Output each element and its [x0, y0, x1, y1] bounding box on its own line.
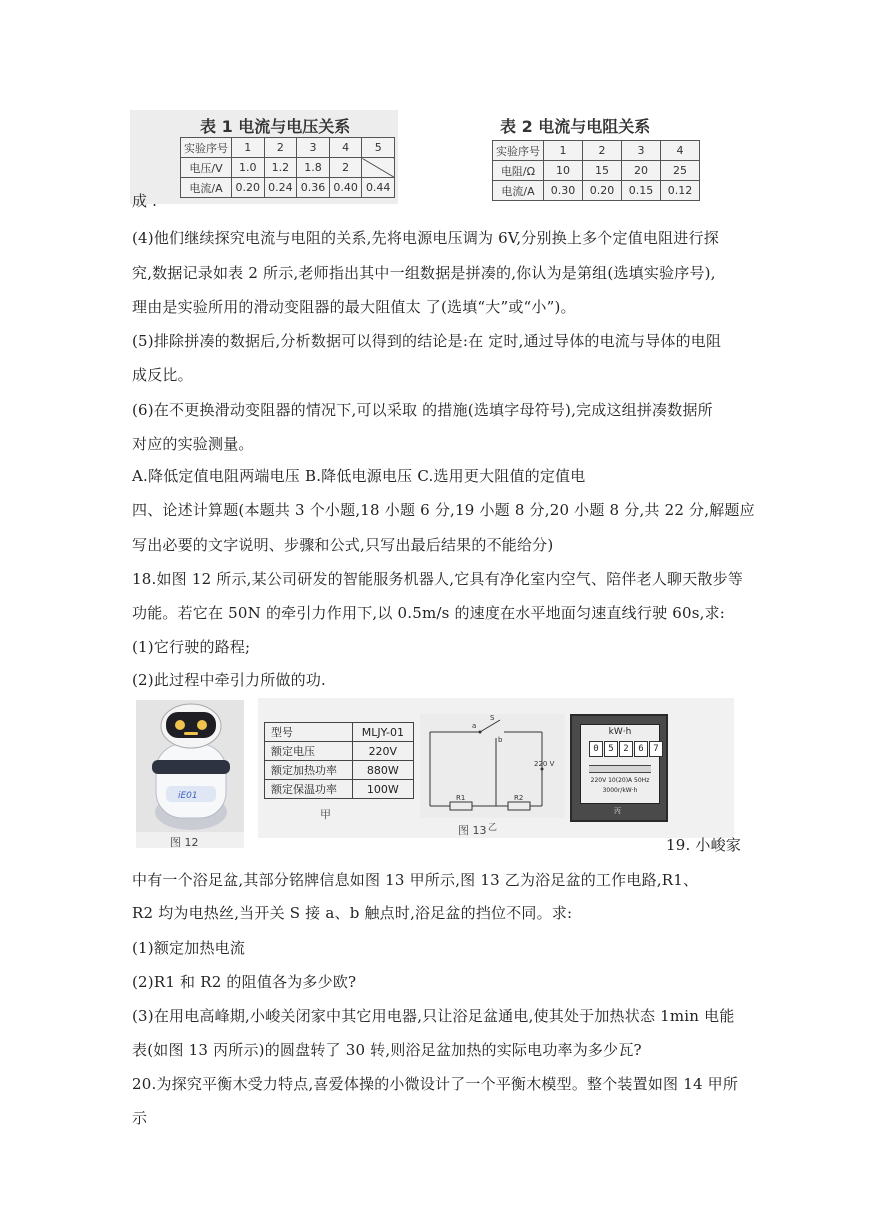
- table-1-title: 表 1 电流与电压关系: [200, 117, 351, 136]
- text-line: 中有一个浴足盆,其部分铭牌信息如图 13 甲所示,图 13 乙为浴足盆的工作电路,R1、: [132, 871, 699, 889]
- figure-13-yi-label: 乙: [488, 823, 498, 833]
- table-1-cell: 2: [329, 158, 362, 178]
- text-line: (3)在用电高峰期,小峻关闭家中其它用电器,只让浴足盆通电,使其处于加热状态 1min 电能: [132, 1007, 735, 1025]
- text-line: 四、论述计算题(本题共 3 个小题,18 小题 6 分,19 小题 8 分,20 小题 8 分,共 22 分,解题应: [132, 501, 755, 519]
- table-2-cell: 4: [661, 141, 700, 161]
- text-line: 理由是实验所用的滑动变阻器的最大阻值太 了(选填“大”或“小”)。: [132, 298, 576, 316]
- table-1-row: [181, 158, 395, 178]
- table-2-cell: 电流/A: [493, 181, 544, 201]
- switch-b-label: b: [498, 736, 503, 744]
- text-line: 示: [132, 1109, 148, 1127]
- table-1-row: [181, 138, 395, 158]
- figure-13-bing-label: 丙: [614, 807, 621, 815]
- voltage-label: 220 V: [534, 760, 555, 768]
- meter-digit: 7: [649, 741, 663, 757]
- table-2-cell: 20: [622, 161, 661, 181]
- nameplate-cell: 额定加热功率: [265, 761, 353, 780]
- nameplate-row: [265, 761, 414, 780]
- nameplate-cell: 100W: [352, 780, 413, 799]
- text-line: (6)在不更换滑动变阻器的情况下,可以采取 的措施(选填字母符号),完成这组拼凑数据所: [132, 401, 713, 419]
- nameplate-cell: 型号: [265, 723, 353, 742]
- table-2-cell: 10: [544, 161, 583, 181]
- table-2-cell: 2: [583, 141, 622, 161]
- text-line: 成 .: [132, 192, 158, 210]
- table-1-cell: 2: [264, 138, 297, 158]
- table-2-cell: 3: [622, 141, 661, 161]
- energy-meter: [570, 714, 668, 822]
- table-2-figure: [490, 110, 702, 204]
- text-line: 18.如图 12 所示,某公司研发的智能服务机器人,它具有净化室内空气、陪伴老人聊天散步等: [132, 570, 744, 588]
- nameplate-cell: MLJY-01: [352, 723, 413, 742]
- text-line: 功能。若它在 50N 的牵引力作用下,以 0.5m/s 的速度在水平地面匀速直线行驶 60s,求:: [132, 604, 726, 622]
- text-line: 究,数据记录如表 2 所示,老师指出其中一组数据是拼凑的,你认为是第组(选填实验序号),: [132, 264, 716, 282]
- table-2-cell: 25: [661, 161, 700, 181]
- nameplate-row: [265, 742, 414, 761]
- text-line: 写出必要的文字说明、步骤和公式,只写出最后结果的不能给分): [132, 536, 554, 554]
- table-1-cell: 0.24: [264, 178, 297, 198]
- figure-13-jia-label: 甲: [320, 808, 331, 821]
- text-line: 成反比。: [132, 366, 193, 384]
- table-1-cell: 1.2: [264, 158, 297, 178]
- figure-12-caption: 图 12: [170, 836, 199, 849]
- table-2-row: [493, 141, 700, 161]
- nameplate-table: [264, 722, 414, 799]
- meter-unit: kW·h: [608, 727, 632, 737]
- text-line: (2)此过程中牵引力所做的功.: [132, 671, 327, 689]
- table-1-cell: 5: [362, 138, 395, 158]
- meter-digit: 2: [619, 741, 633, 757]
- figure-12: [136, 700, 244, 848]
- meter-digit: 0: [589, 741, 603, 757]
- nameplate-cell: 220V: [352, 742, 413, 761]
- circuit-diagram: [420, 714, 565, 818]
- text-line: A.降低定值电阻两端电压 B.降低电源电压 C.选用更大阻值的定值电: [132, 467, 586, 485]
- figure-13: [258, 698, 734, 838]
- table-1-cell: 4: [329, 138, 362, 158]
- text-line: 对应的实验测量。: [132, 435, 254, 453]
- table-1-cell: 0.20: [232, 178, 265, 198]
- text-line: (2)R1 和 R2 的阻值各为多少欧?: [132, 973, 357, 991]
- table-1-cell: 1: [232, 138, 265, 158]
- table-1-figure: [130, 110, 398, 204]
- robot-badge: iE01: [178, 791, 198, 801]
- table-2-cell: 1: [544, 141, 583, 161]
- table-2-cell: 0.12: [661, 181, 700, 201]
- nameplate-cell: 额定保温功率: [265, 780, 353, 799]
- table-2-title: 表 2 电流与电阻关系: [500, 117, 651, 136]
- meter-rate: 3000r/kW·h: [602, 787, 638, 794]
- table-2-cell: 0.20: [583, 181, 622, 201]
- text-line: 19. 小峻家: [666, 836, 742, 854]
- text-line: (5)排除拼凑的数据后,分析数据可以得到的结论是:在 定时,通过导体的电流与导体的电阻: [132, 332, 722, 350]
- nameplate-cell: 额定电压: [265, 742, 353, 761]
- table-1-cell: 1.0: [232, 158, 265, 178]
- nameplate-row: [265, 723, 414, 742]
- switch-a-label: a: [472, 722, 477, 730]
- meter-digits: [589, 741, 664, 757]
- table-2-cell: 0.15: [622, 181, 661, 201]
- table-2-cell: 实验序号: [493, 141, 544, 161]
- table-1-cell: [362, 158, 395, 178]
- table-1-row: [181, 178, 395, 198]
- table-1-cell: 1.8: [297, 158, 330, 178]
- nameplate-cell: 880W: [352, 761, 413, 780]
- switch-s-label: S: [490, 714, 495, 722]
- meter-digit: 5: [604, 741, 618, 757]
- text-line: 20.为探究平衡木受力特点,喜爱体操的小微设计了一个平衡木模型。整个装置如图 14 甲所: [132, 1075, 739, 1093]
- table-2-cell: 电阻/Ω: [493, 161, 544, 181]
- table-1-cell: 0.44: [362, 178, 395, 198]
- table-2-cell: 15: [583, 161, 622, 181]
- table-1: [180, 137, 395, 198]
- table-1-cell: 电流/A: [181, 178, 232, 198]
- table-1-cell: 电压/V: [181, 158, 232, 178]
- text-line: (1)额定加热电流: [132, 939, 246, 957]
- text-line: (1)它行驶的路程;: [132, 638, 251, 656]
- r2-label: R2: [514, 794, 524, 802]
- table-2-row: [493, 161, 700, 181]
- text-line: 表(如图 13 丙所示)的圆盘转了 30 转,则浴足盆加热的实际电功率为多少瓦?: [132, 1041, 642, 1059]
- table-2: [492, 140, 700, 201]
- meter-digit: 6: [634, 741, 648, 757]
- table-1-cell: 0.40: [329, 178, 362, 198]
- r1-label: R1: [456, 794, 466, 802]
- figure-13-caption: 图 13: [458, 824, 487, 837]
- text-line: (4)他们继续探究电流与电阻的关系,先将电源电压调为 6V,分别换上多个定值电阻进行探: [132, 229, 719, 247]
- table-1-cell: 0.36: [297, 178, 330, 198]
- table-2-row: [493, 181, 700, 201]
- meter-spec: 220V 10(20)A 50Hz: [590, 777, 650, 784]
- table-1-cell: 实验序号: [181, 138, 232, 158]
- table-1-cell: 3: [297, 138, 330, 158]
- table-2-cell: 0.30: [544, 181, 583, 201]
- nameplate-row: [265, 780, 414, 799]
- robot-photo: [136, 700, 244, 832]
- text-line: R2 均为电热丝,当开关 S 接 a、b 触点时,浴足盆的挡位不同。求:: [132, 904, 573, 922]
